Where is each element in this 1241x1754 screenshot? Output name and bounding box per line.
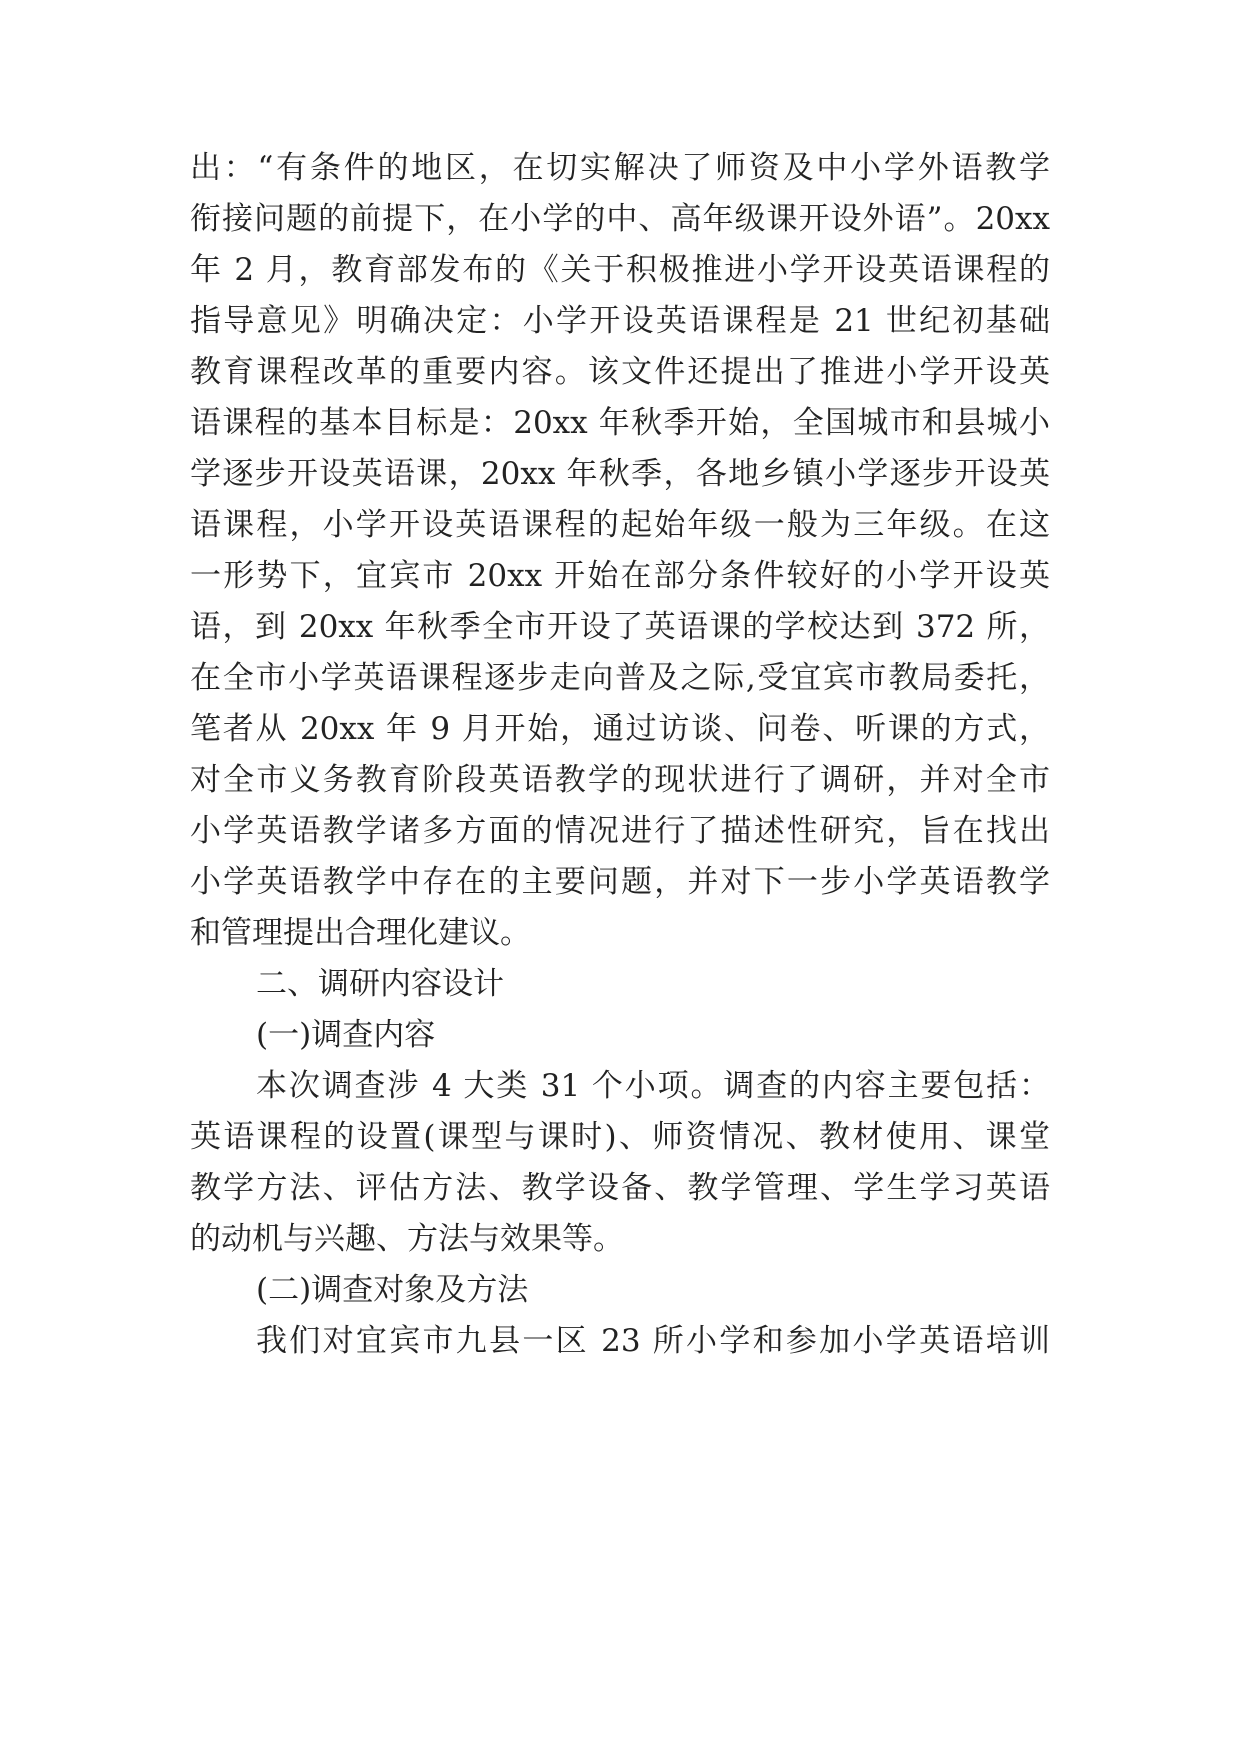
text-line: 和管理提出合理化建议。 xyxy=(190,915,531,951)
text-line: 语课程，小学开设英语课程的起始年级一般为三年级。在这 xyxy=(190,507,1050,543)
text-line: 小学英语教学中存在的主要问题，并对下一步小学英语教学 xyxy=(190,864,1050,900)
text-line: 英语课程的设置(课型与课时)、师资情况、教材使用、课堂 xyxy=(190,1119,1050,1155)
text-line: 衔接问题的前提下，在小学的中、高年级课开设外语”。20xx xyxy=(190,201,1050,237)
text-line: 在全市小学英语课程逐步走向普及之际,受宜宾市教局委托， xyxy=(190,660,1050,696)
text-line: 一形势下，宜宾市 20xx 开始在部分条件较好的小学开设英 xyxy=(190,558,1050,594)
text-line: 年 2 月，教育部发布的《关于积极推进小学开设英语课程的 xyxy=(190,252,1050,288)
text-line: 的动机与兴趣、方法与效果等。 xyxy=(190,1221,624,1257)
subsection-heading: (一)调查内容 xyxy=(256,1017,436,1053)
text-line: 本次调查涉 4 大类 31 个小项。调查的内容主要包括： xyxy=(256,1068,1050,1104)
text-line: 教育课程改革的重要内容。该文件还提出了推进小学开设英 xyxy=(190,354,1050,390)
text-line: 学逐步开设英语课，20xx 年秋季，各地乡镇小学逐步开设英 xyxy=(190,456,1050,492)
text-line: 笔者从 20xx 年 9 月开始，通过访谈、问卷、听课的方式， xyxy=(190,711,1050,747)
text-line: 对全市义务教育阶段英语教学的现状进行了调研，并对全市 xyxy=(190,762,1050,798)
text-line: 教学方法、评估方法、教学设备、教学管理、学生学习英语 xyxy=(190,1170,1050,1206)
subsection-heading: (二)调查对象及方法 xyxy=(256,1272,529,1308)
text-line: 语，到 20xx 年秋季全市开设了英语课的学校达到 372 所， xyxy=(190,609,1050,645)
section-heading: 二、调研内容设计 xyxy=(256,966,504,1002)
text-line: 小学英语教学诸多方面的情况进行了描述性研究，旨在找出 xyxy=(190,813,1050,849)
text-line: 出：“有条件的地区，在切实解决了师资及中小学外语教学 xyxy=(190,150,1050,186)
text-line: 语课程的基本目标是：20xx 年秋季开始，全国城市和县城小 xyxy=(190,405,1050,441)
text-line: 指导意见》明确决定：小学开设英语课程是 21 世纪初基础 xyxy=(190,303,1050,339)
text-line: 我们对宜宾市九县一区 23 所小学和参加小学英语培训 xyxy=(256,1323,1050,1359)
